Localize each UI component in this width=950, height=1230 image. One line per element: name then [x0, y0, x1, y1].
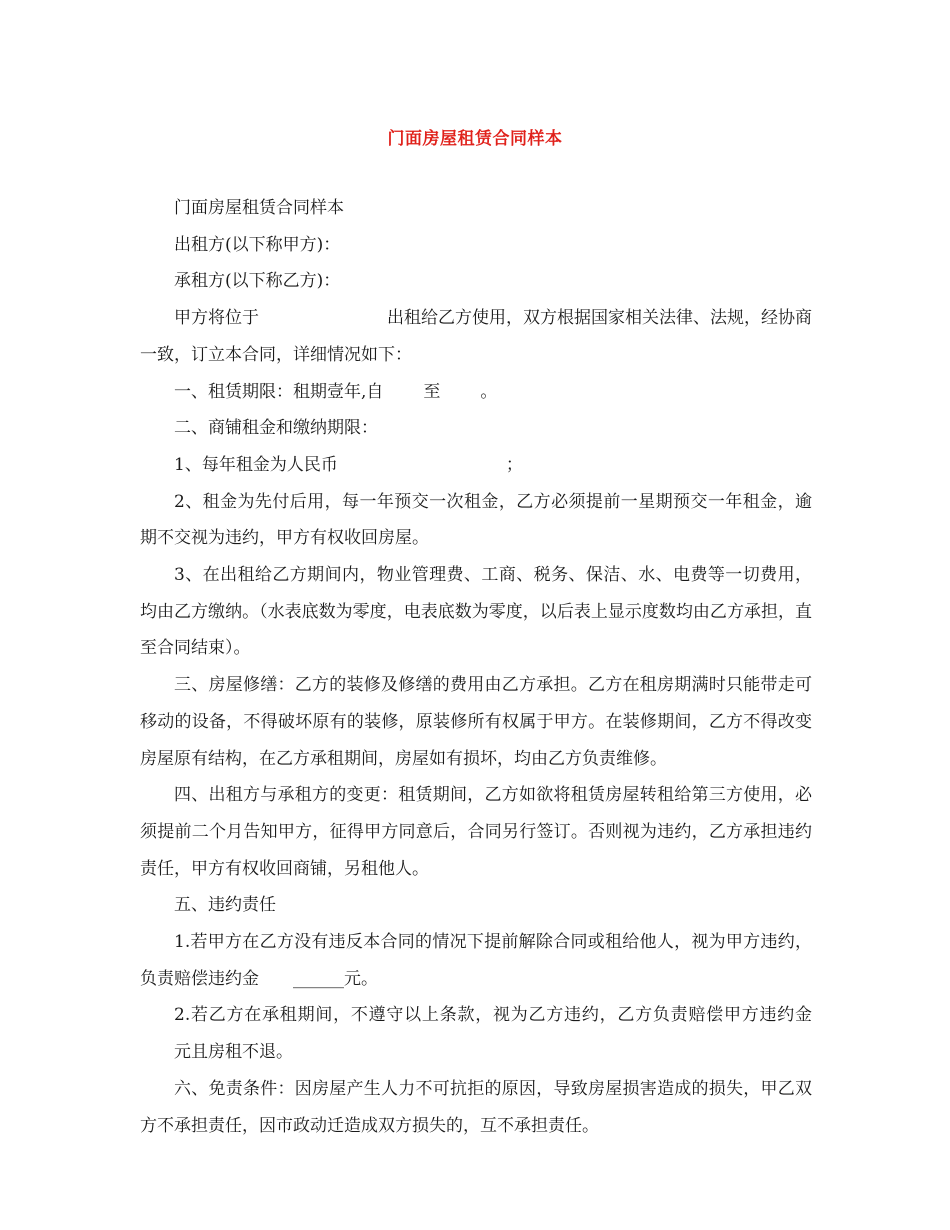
term-clause	[140, 374, 812, 411]
repair-clause	[140, 667, 812, 777]
text-segment: 三、房屋修缮：乙方的装修及修缮的费用由乙方承担。乙方在租房期满时只能带走可移动的设备，不得破坏原有的装修，原装修所有权属于甲方。在装修期间，乙方不得改变房屋原有结构，在乙方承租期间，房屋如有损坏，均由乙方负责维修。	[140, 675, 812, 769]
text-segment: 。	[480, 381, 498, 402]
contract-heading-line	[140, 190, 812, 227]
exemption-clause	[140, 1071, 812, 1144]
text-segment: 元且房租不退。	[174, 1042, 293, 1063]
breach-clause-2	[140, 997, 812, 1070]
breach-clause-1	[140, 924, 812, 997]
text-segment: 二、商铺租金和缴纳期限：	[174, 418, 378, 439]
text-segment: 门面房屋租赁合同样本	[174, 198, 344, 218]
rent-clause-3	[140, 557, 812, 667]
text-segment: 2、租金为先付后用，每一年预交一次租金，乙方必须提前一星期预交一年租金，逾期不交视为违约，甲方有权收回房屋。	[140, 491, 812, 549]
text-segment: 一、租赁期限：租期壹年,自	[174, 381, 384, 402]
text-segment: ；	[505, 454, 523, 475]
breach-heading	[140, 887, 812, 924]
text-segment: 六、免责条件：因房屋产生人力不可抗拒的原因，导致房屋损害造成的损失，甲乙双方不承担责任，因市政动迁造成双方损失的，互不承担责任。	[140, 1078, 812, 1136]
text-segment: 四、出租方与承租方的变更：租赁期间，乙方如欲将租赁房屋转租给第三方使用，必须提前二个月告知甲方，征得甲方同意后，合同另行签订。否则视为违约，乙方承担违约责任，甲方有权收回商铺，另租他人。	[140, 785, 812, 879]
lessor-line	[140, 227, 812, 264]
text-segment: 出租给乙方使用，双方根据国家相关法律、法规，经协商一致，订立本合同，详细情况如下：	[140, 308, 812, 365]
rent-clause-2	[140, 484, 812, 557]
intro-paragraph	[140, 300, 812, 373]
text-segment: 1.若甲方在乙方没有违反本合同的情况下提前解除合同或租给他人，视为甲方违约，负责赔偿违约金	[140, 932, 812, 989]
text-segment: 元。	[344, 968, 378, 989]
text-segment: 2.若乙方在承租期间，不遵守以上条款，视为乙方违约，乙方负责赔偿甲方违约金	[174, 1005, 812, 1026]
text-segment: 五、违约责任	[174, 895, 276, 916]
rent-heading	[140, 410, 812, 447]
contract-body	[140, 190, 812, 1144]
text-segment: 1、每年租金为人民币	[174, 454, 338, 475]
text-segment: 至	[423, 381, 441, 402]
text-segment: 3、在出租给乙方期间内，物业管理费、工商、税务、保洁、水、电费等一切费用，均由乙方缴纳。（水表底数为零度，电表底数为零度，以后表上显示度数均由乙方承担，直至合同结束）。	[140, 565, 812, 659]
penalty-amount-blank: ______	[293, 968, 344, 989]
lessee-line	[140, 263, 812, 300]
rent-clause-1	[140, 447, 812, 484]
text-segment: 出租方(以下称甲方)：	[174, 234, 341, 255]
change-clause	[140, 777, 812, 887]
text-segment: 承租方(以下称乙方)：	[174, 271, 341, 292]
text-segment: 甲方将位于	[174, 308, 259, 329]
page-title: 门面房屋租赁合同样本	[387, 129, 563, 149]
